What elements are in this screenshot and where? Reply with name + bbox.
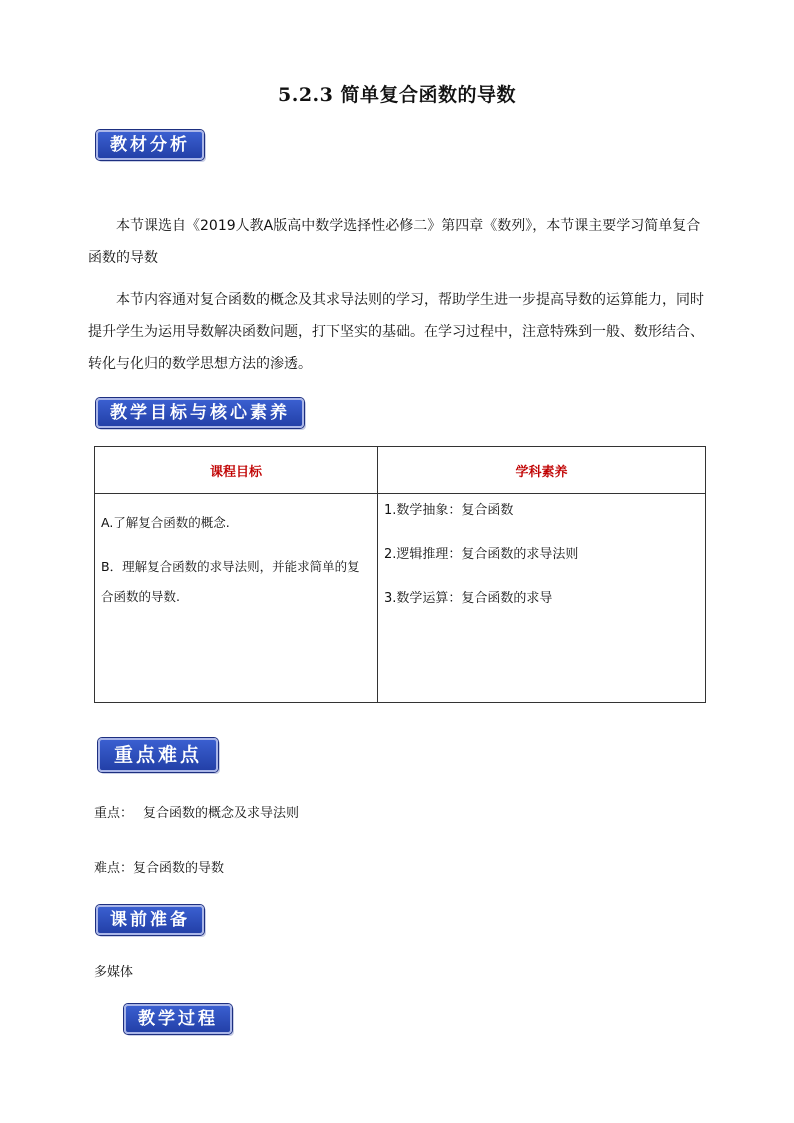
- literacy-item: 2.逻辑推理：复合函数的求导法则: [384, 547, 579, 562]
- analysis-paragraph-1: 本节课选自《2019人教A版高中数学选择性必修二》第四章《数列》，本节课主要学习简单复合函数的导数: [88, 218, 701, 266]
- header-subject-literacy: 学科素养: [378, 447, 706, 494]
- literacy-cell: [378, 494, 706, 703]
- header-course-goals: 课程目标: [95, 447, 378, 494]
- preparation-content: 多媒体: [94, 965, 134, 980]
- section-tag-key-points: 重点难点: [98, 738, 218, 772]
- key-point-value: 复合函数的概念及求导法则: [143, 806, 300, 821]
- section-tag-process: 教学过程: [124, 1004, 232, 1034]
- page-title: 5.2.3 简单复合函数的导数: [277, 84, 516, 106]
- goals-table: [94, 446, 706, 703]
- goals-table-row: [95, 494, 706, 703]
- objective-item: B．理解复合函数的求导法则，并能求简单的复合函数的导数.: [101, 559, 360, 604]
- literacy-item: 3.数学运算：复合函数的求导: [384, 591, 553, 606]
- difficulty-label: 难点：: [94, 861, 134, 876]
- section-tag-analysis: 教材分析: [96, 130, 204, 160]
- key-point-line: [94, 802, 299, 821]
- section-tag-preparation: 课前准备: [96, 905, 204, 935]
- objectives-cell: [95, 494, 378, 703]
- difficulty-line: [94, 857, 224, 876]
- section-tag-goals: 教学目标与核心素养: [96, 398, 304, 428]
- objective-item: A.了解复合函数的概念.: [101, 515, 230, 530]
- literacy-item: 1.数学抽象：复合函数: [384, 503, 514, 518]
- key-point-label: 重点：: [94, 806, 134, 821]
- difficulty-value: 复合函数的导数: [133, 861, 225, 876]
- goals-table-header-row: [95, 447, 706, 494]
- analysis-paragraph-2: 本节内容通对复合函数的概念及其求导法则的学习，帮助学生进一步提高导数的运算能力，同时提升学生为运用导数解决函数问题，打下坚实的基础。在学习过程中，注意特殊到一般、数形结合、转化与化归的数学思想方法的渗透。: [88, 292, 704, 372]
